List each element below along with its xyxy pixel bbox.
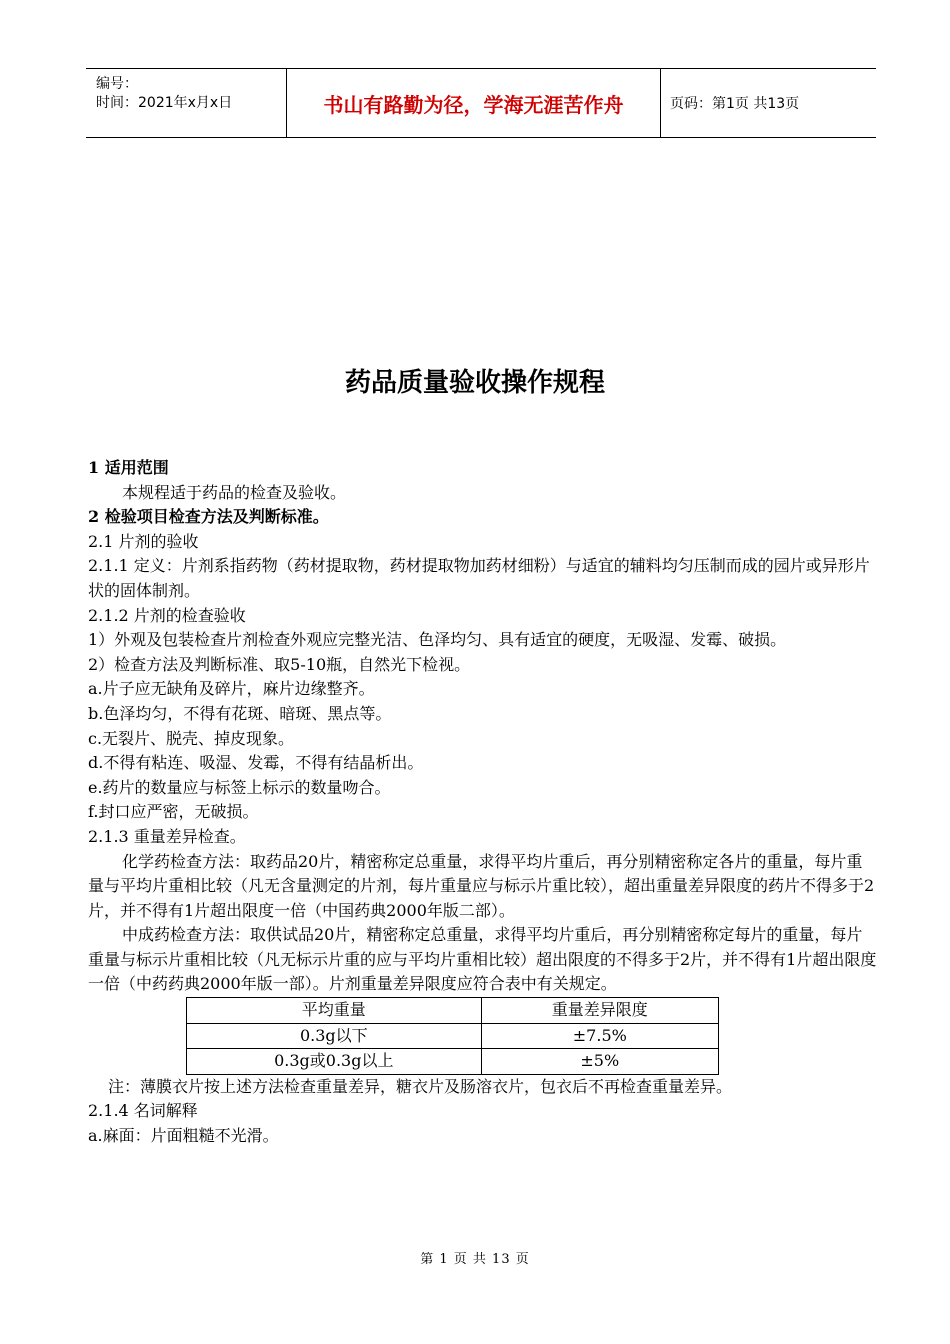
- paragraph: 2）检查方法及判断标准、取5-10瓶，自然光下检视。: [88, 654, 471, 674]
- paragraph: 本规程适于药品的检查及验收。: [122, 482, 347, 502]
- paragraph: 1）外观及包装检查片剂检查外观应完整光洁、色泽均匀、具有适宜的硬度，无吸湿、发霉、破损。: [88, 630, 787, 650]
- document-title: 药品质量验收操作规程: [344, 368, 605, 398]
- table-header-row: [187, 998, 719, 1024]
- table-header-cell: 平均重量: [187, 998, 482, 1024]
- list-item: b.色泽均匀，不得有花斑、暗斑、黑点等。: [88, 703, 392, 723]
- table-cell: ±7.5%: [481, 1023, 718, 1049]
- weight-variation-table: [186, 997, 719, 1075]
- table-cell: 0.3g以下: [187, 1023, 482, 1049]
- paragraph: 2.1.3 重量差异检查。: [88, 826, 246, 846]
- list-item: e.药片的数量应与标签上标示的数量吻合。: [88, 777, 391, 797]
- table-cell: ±5%: [481, 1049, 718, 1075]
- header-divider: [660, 69, 661, 137]
- list-item: f.封口应严密，无破损。: [88, 802, 259, 822]
- paragraph: 2.1.4 名词解释: [88, 1101, 198, 1121]
- document-header: [86, 68, 876, 138]
- list-item: a.麻面：片面粗糙不光滑。: [88, 1126, 279, 1146]
- list-item: c.无裂片、脱壳、掉皮现象。: [88, 728, 295, 748]
- page-footer: 第 1 页 共 13 页: [420, 1252, 530, 1267]
- document-body: [88, 456, 878, 1149]
- paragraph: 2.1.2 片剂的检查验收: [88, 605, 246, 625]
- header-meta: [86, 69, 286, 137]
- table-row: [187, 1023, 719, 1049]
- list-item: d.不得有粘连、吸湿、发霉，不得有结晶析出。: [88, 753, 424, 773]
- list-item: a.片子应无缺角及碎片，麻片边缘整齐。: [88, 679, 375, 699]
- table-header-cell: 重量差异限度: [481, 998, 718, 1024]
- doc-time-label: 时间：2021年x月x日: [96, 95, 233, 111]
- paragraph: 化学药检查方法：取药品20片，精密称定总重量，求得平均片重后，再分别精密称定各片的重量，每片重量与平均片重相比较（凡无含量测定的片剂，每片重量应与标示片重比较），超出重量差异限度的药片不得多于2片，并不得有1片超出限度一倍（中国药典2000年版二部）。: [88, 851, 875, 920]
- paragraph: 2.1 片剂的验收: [88, 531, 199, 551]
- table-row: [187, 1049, 719, 1075]
- note-paragraph: 注：薄膜衣片按上述方法检查重量差异，糖衣片及肠溶衣片，包衣后不再检查重量差异。: [108, 1076, 733, 1096]
- paragraph: 中成药检查方法：取供试品20片，精密称定总重量，求得平均片重后，再分别精密称定每片的重量，每片重量与标示片重相比较（凡无标示片重的应与平均片重相比较）超出限度的不得多于2片，并不得有1片超出限度一倍（中药药典2000年版一部）。片剂重量差异限度应符合表中有关规定。: [88, 925, 877, 994]
- doc-number-label: 编号：: [96, 76, 138, 92]
- section-heading: 1 适用范围: [88, 458, 169, 477]
- table-cell: 0.3g或0.3g以上: [187, 1049, 482, 1075]
- header-page-label: 页码：第1页 共13页: [670, 96, 800, 112]
- section-heading: 2 检验项目检查方法及判断标准。: [88, 507, 329, 527]
- paragraph: 2.1.1 定义：片剂系指药物（药材提取物，药材提取物加药材细粉）与适宜的辅料均匀压制而成的园片或异形片状的固体制剂。: [88, 556, 870, 600]
- header-motto: 书山有路勤为径，学海无涯苦作舟: [323, 92, 624, 117]
